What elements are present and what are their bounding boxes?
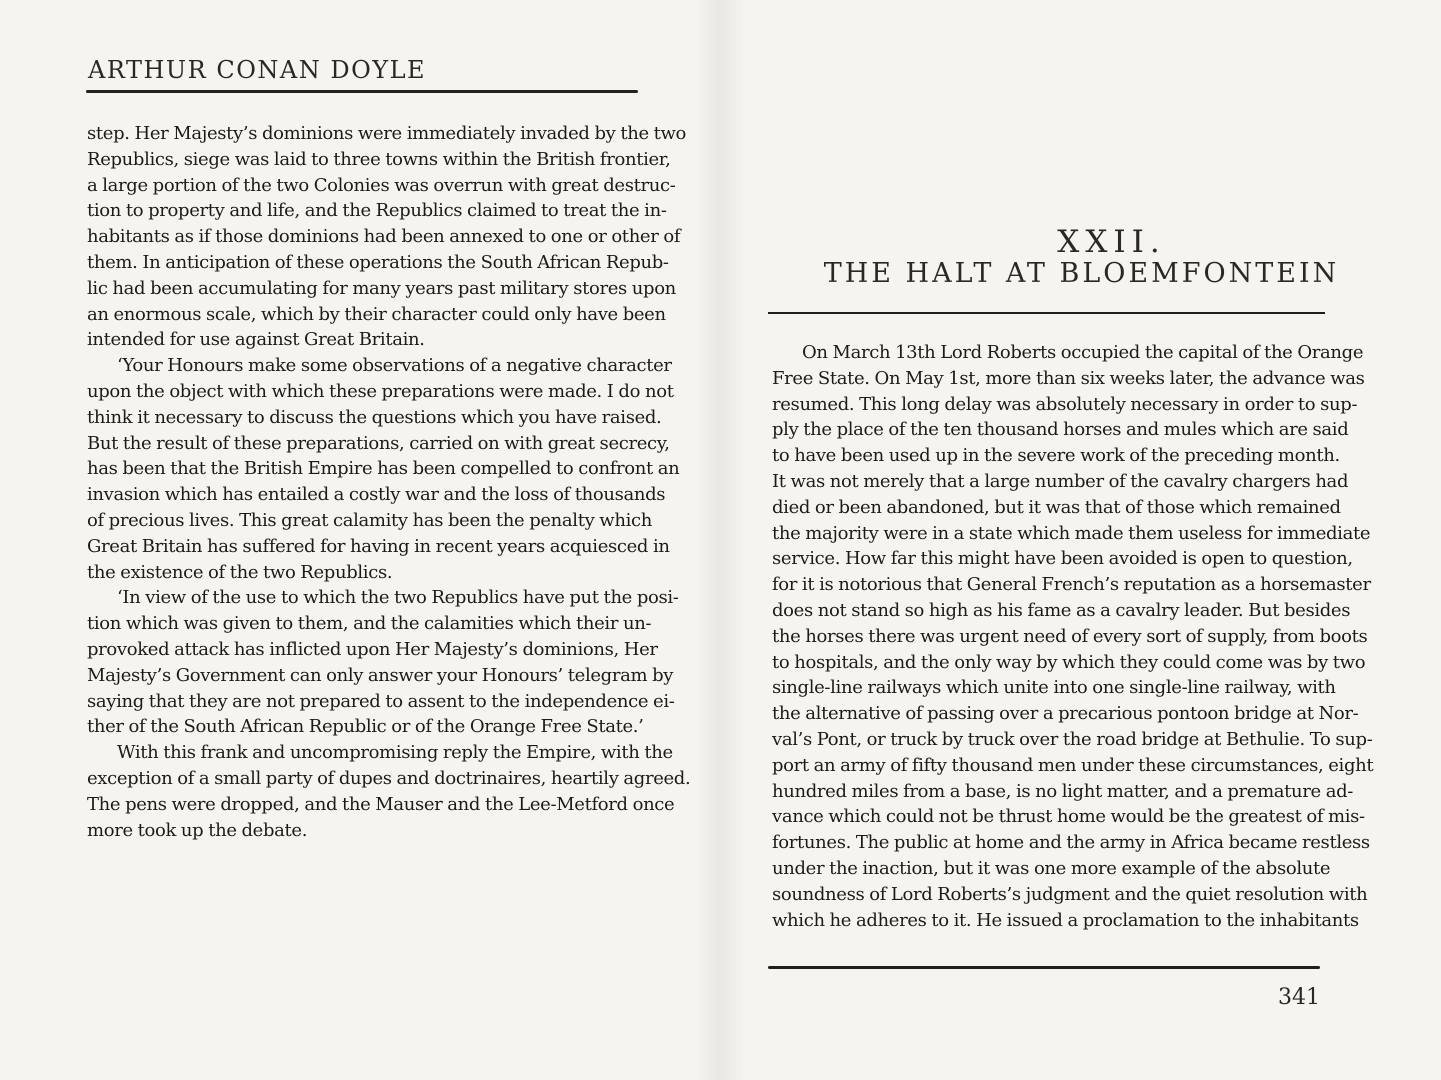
text-line: think it necessary to discuss the questions which you have raised. bbox=[87, 406, 662, 428]
text-line: port an army of fifty thousand men under these circumstances, eight bbox=[772, 754, 1374, 776]
text-line: the majority were in a state which made them useless for immediate bbox=[772, 522, 1371, 544]
text-line: exception of a small party of dupes and doctrinaires, heartily agreed. bbox=[87, 767, 691, 789]
text-line: tion to property and life, and the Republics claimed to treat the in- bbox=[87, 200, 667, 222]
text-line: habitants as if those dominions had been annexed to one or other of bbox=[87, 226, 681, 248]
text-line: intended for use against Great Britain. bbox=[87, 329, 425, 351]
text-line: vance which could not be thrust home would be the greatest of mis- bbox=[772, 806, 1365, 828]
text-line: It was not merely that a large number of the cavalry chargers had bbox=[772, 470, 1349, 492]
text-line: to have been used up in the severe work of the preceding month. bbox=[772, 445, 1340, 467]
text-line: The pens were dropped, and the Mauser and the Lee-Metford once bbox=[87, 793, 675, 815]
text-line: tion which was given to them, and the calamities which their un- bbox=[87, 613, 652, 635]
text-line: them. In anticipation of these operations the South African Repub- bbox=[87, 251, 669, 273]
text-line: single-line railways which unite into one single-line railway, with bbox=[772, 677, 1336, 699]
text-line: Majesty’s Government can only answer your Honours’ telegram by bbox=[87, 664, 674, 686]
text-line: invasion which has entailed a costly war and the loss of thousands bbox=[87, 484, 666, 506]
text-line: Great Britain has suffered for having in recent years acquiesced in bbox=[87, 535, 670, 557]
text-line: lic had been accumulating for many years past military stores upon bbox=[87, 277, 676, 299]
right-page-text bbox=[772, 340, 1374, 933]
text-line: With this frank and uncompromising reply the Empire, with the bbox=[117, 742, 673, 764]
text-line: On March 13th Lord Roberts occupied the capital of the Orange bbox=[802, 342, 1364, 363]
footer-rule bbox=[768, 966, 1320, 969]
chapter-number: XXII. bbox=[1057, 224, 1166, 260]
text-line: provoked attack has inflicted upon Her Majesty’s dominions, Her bbox=[87, 638, 658, 660]
text-line: ply the place of the ten thousand horses and mules which are said bbox=[772, 419, 1349, 441]
text-line: Republics, siege was laid to three towns within the British frontier, bbox=[87, 148, 671, 170]
page-number: 341 bbox=[1278, 985, 1320, 1010]
text-line: the horses there was urgent need of every sort of supply, from boots bbox=[772, 625, 1368, 647]
text-line: But the result of these preparations, carried on with great secrecy, bbox=[87, 432, 670, 454]
header-rule bbox=[86, 90, 638, 93]
text-line: ther of the South African Republic or of the Orange Free State.’ bbox=[87, 716, 644, 738]
text-line: an enormous scale, which by their character could only have been bbox=[87, 303, 666, 325]
text-line: which he adheres to it. He issued a proclamation to the inhabitants bbox=[772, 909, 1359, 931]
chapter-title: THE HALT AT BLOEMFONTEIN bbox=[823, 258, 1340, 289]
text-line: resumed. This long delay was absolutely necessary in order to sup- bbox=[772, 393, 1358, 415]
text-line: service. How far this might have been avoided is open to question, bbox=[772, 548, 1353, 570]
running-head: ARTHUR CONAN DOYLE bbox=[88, 56, 427, 84]
text-line: has been that the British Empire has been compelled to confront an bbox=[87, 458, 680, 480]
text-line: died or been abandoned, but it was that of those which remained bbox=[772, 496, 1341, 518]
text-line: step. Her Majesty’s dominions were immediately invaded by the two bbox=[87, 123, 687, 144]
text-line: to hospitals, and the only way by which they could come was by two bbox=[772, 651, 1366, 673]
text-line: soundness of Lord Roberts’s judgment and the quiet resolution with bbox=[772, 883, 1368, 905]
text-line: a large portion of the two Colonies was overrun with great destruc- bbox=[87, 174, 676, 196]
text-line: ‘In view of the use to which the two Republics have put the posi- bbox=[117, 587, 679, 609]
text-line: does not stand so high as his fame as a cavalry leader. But besides bbox=[772, 599, 1351, 621]
text-line: more took up the debate. bbox=[87, 819, 308, 841]
text-line: hundred miles from a base, is no light matter, and a premature ad- bbox=[772, 780, 1354, 802]
text-line: upon the object with which these preparations were made. I do not bbox=[87, 380, 674, 402]
text-line: val’s Pont, or truck by truck over the road bridge at Bethulie. To sup- bbox=[772, 728, 1373, 750]
text-line: Free State. On May 1st, more than six weeks later, the advance was bbox=[772, 367, 1365, 389]
left-page bbox=[0, 0, 720, 1080]
right-page bbox=[720, 0, 1441, 1080]
text-line: for it is notorious that General French’s reputation as a horsemaster bbox=[772, 574, 1371, 596]
chapter-rule bbox=[768, 312, 1325, 314]
left-page-text bbox=[87, 121, 691, 843]
text-line: of precious lives. This great calamity has been the penalty which bbox=[87, 509, 652, 531]
text-line: the existence of the two Republics. bbox=[87, 561, 393, 583]
text-line: ‘Your Honours make some observations of a negative character bbox=[117, 355, 672, 377]
text-line: the alternative of passing over a precarious pontoon bridge at Nor- bbox=[772, 703, 1359, 725]
text-line: under the inaction, but it was one more example of the absolute bbox=[772, 857, 1331, 879]
text-line: saying that they are not prepared to assent to the independence ei- bbox=[87, 690, 675, 712]
text-line: fortunes. The public at home and the army in Africa became restless bbox=[772, 832, 1370, 854]
